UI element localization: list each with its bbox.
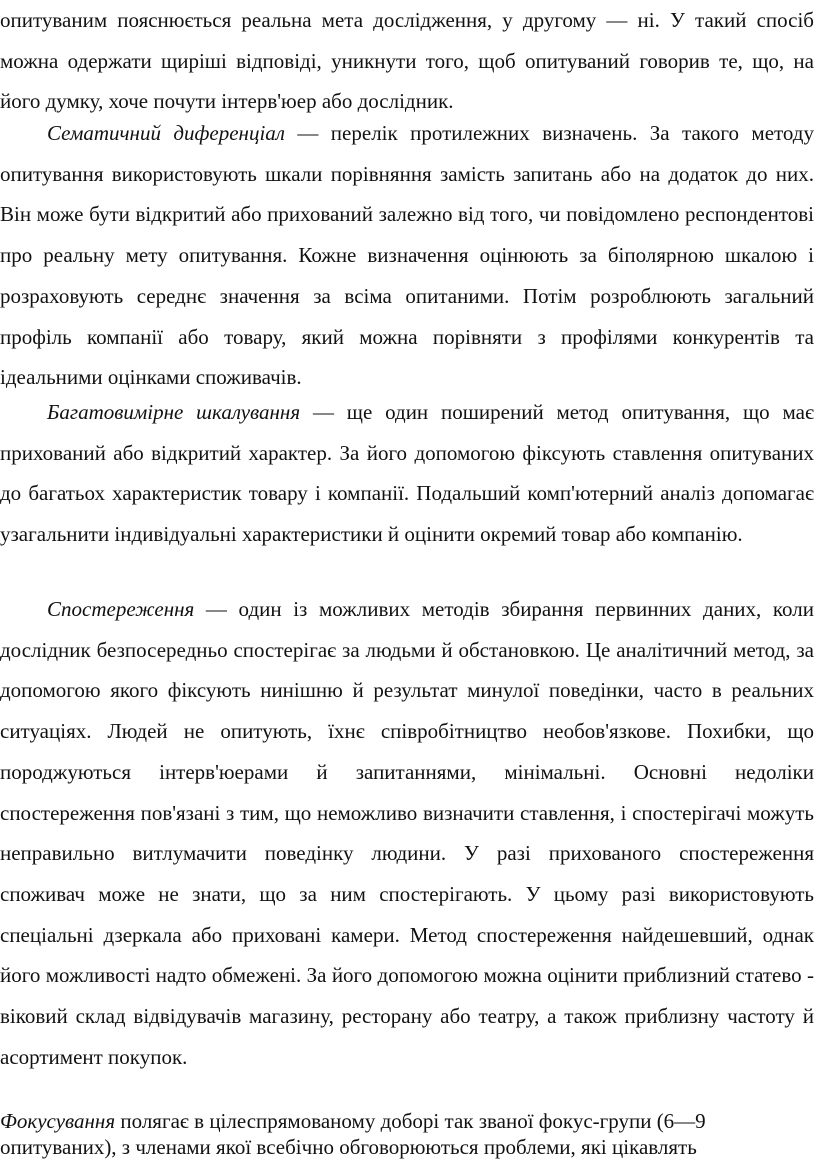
paragraph-multidimensional-scaling — [0, 392, 814, 555]
paragraph-focusing — [0, 1108, 800, 1160]
term-multidimensional-scaling: Багатовимірне шкалування — [47, 400, 301, 424]
paragraph-text: — ще один поширений метод опитування, що має прихований або відкритий характер. За його допомогою фіксують ставлення опитуваних до багатьох характеристик товару і компанії. Подальший комп'ютерний аналіз допомагає узагальнити індивідуальні характеристики й оцінити окремий товар або компанію. — [0, 400, 814, 547]
paragraph-semantic-differential — [0, 113, 814, 398]
paragraph-text: — один із можливих методів збирання первинних даних, коли дослідник безпосередньо спостерігає за людьми й обстановкою. Це аналітичний метод, за допомогою якого фіксують нинішню й результат минулої поведінки, часто в реальних ситуаціях. Людей не опитують, їхнє співробітництво необов'язкове. Похибки, що породжуються інтерв'юерами й запитаннями, мінімальні. Основні недоліки спостереження пов'язані з тим, що неможливо визначити ставлення, і спостерігачі можуть неправильно витлумачити поведінку людини. У разі прихованого спостереження споживач може не знати, що за ним спостерігають. У цьому разі використовують спеціальні дзеркала або приховані камери. Метод спостереження найдешевший, однак його можливості надто обмежені. За його допомогою можна оцінити приблизний статево - віковий склад відвідувачів магазину, ресторану або театру, а також приблизну частоту й асортимент покупок. — [0, 597, 814, 1069]
paragraph-survey-purpose — [0, 0, 814, 122]
term-semantic-differential: Сематичний диференціал — [47, 121, 285, 145]
term-observation: Спостереження — [47, 597, 195, 621]
paragraph-text: — перелік протилежних визначень. За такого методу опитування використовують шкали порівняння замість запитань або на додаток до них. Він може бути відкритий або прихований залежно від того, чи повідомлено респондентові про реальну мету опитування. Кожне визначення оцінюють за біполярною шкалою і розраховують середнє значення за всіма опитаними. Потім розроблюють загальний профіль компанії або товару, який можна порівняти з профілями конкурентів та ідеальними оцінками споживачів. — [0, 121, 814, 390]
paragraph-text: опитуваним пояснюється реальна мета дослідження, у другому — ні. У такий спосіб можна одержати щиріші відповіді, уникнути того, щоб опитуваний говорив те, що, на його думку, хоче почути інтерв'юер або дослідник. — [0, 8, 814, 114]
paragraph-text: полягає в цілеспрямованому доборі так званої фокус-групи (6—9 опитуваних), з членами якої всебічно обговорюються проблеми, які цікавлять — [0, 1109, 706, 1159]
paragraph-observation — [0, 589, 814, 1077]
term-focusing: Фокусування — [0, 1109, 116, 1133]
